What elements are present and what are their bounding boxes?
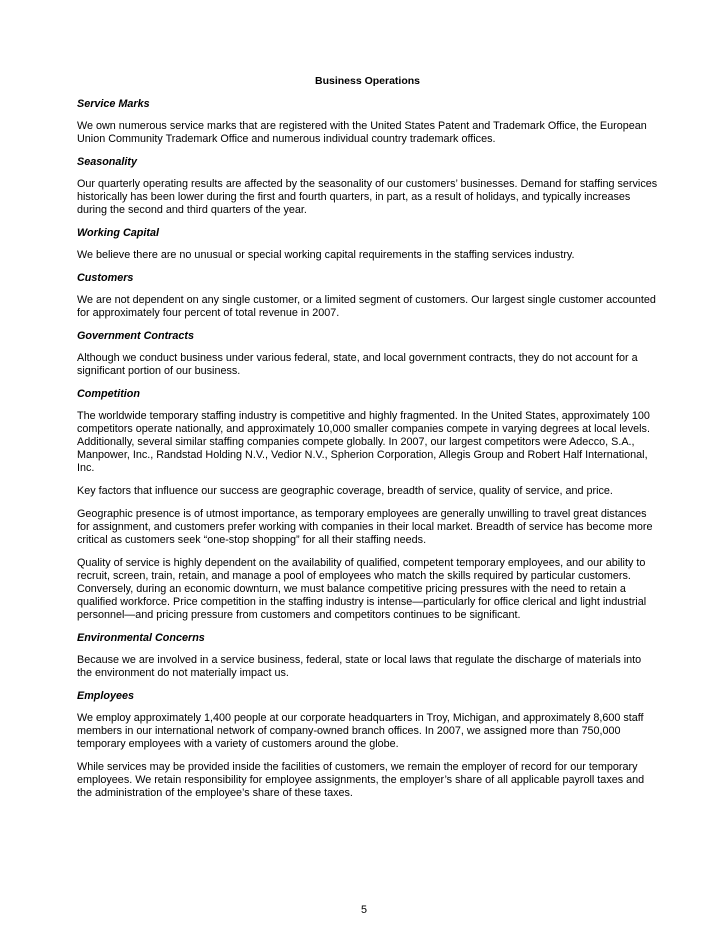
paragraph: We believe there are no unusual or special working capital requirements in the staffing services industry. xyxy=(77,249,575,261)
section-heading: Competition xyxy=(77,388,140,400)
section-heading: Environmental Concerns xyxy=(77,632,205,644)
section-customers xyxy=(77,272,658,320)
document-title: Business Operations xyxy=(314,75,421,87)
paragraph: The worldwide temporary staffing industry is competitive and highly fragmented. In the United States, approximately 100 competitors operate nationally, and approximately 10,000 smaller companies compete in varying degrees at local levels. Additionally, several similar staffing companies compete globally. In 2007, our largest competitors were Adecco, S.A., Manpower, Inc., Randstad Holding N.V., Vedior N.V., Spherion Corporation, Allegis Group and Robert Half International, Inc. xyxy=(77,410,650,474)
section-heading: Working Capital xyxy=(77,227,159,239)
section-service-marks xyxy=(77,98,658,146)
page-number: 5 xyxy=(360,904,367,916)
section-heading: Service Marks xyxy=(77,98,150,110)
paragraph: Geographic presence is of utmost importance, as temporary employees are generally unwilling to travel great distances for assignment, and customers prefer working with companies in their local market. Breadth of service has become more critical as customers seek “one-stop shopping” for all their staffing needs. xyxy=(77,508,653,546)
section-seasonality xyxy=(77,156,658,217)
paragraph: While services may be provided inside the facilities of customers, we remain the employer of record for our temporary employees. We retain responsibility for employee assignments, the employer’s share of all applicable payroll taxes and the administration of the employee’s share of these taxes. xyxy=(77,761,645,799)
section-environmental-concerns xyxy=(77,632,658,680)
paragraph: We are not dependent on any single customer, or a limited segment of customers. Our largest single customer accounted for approximately four percent of total revenue in 2007. xyxy=(77,294,656,319)
paragraph: We employ approximately 1,400 people at our corporate headquarters in Troy, Michigan, and approximately 8,600 staff members in our international network of company-owned branch offices. In 2007, we assigned more than 750,000 temporary employees with a variety of customers around the globe. xyxy=(77,712,644,750)
section-heading: Government Contracts xyxy=(77,330,194,342)
paragraph: Because we are involved in a service business, federal, state or local laws that regulate the discharge of materials into the environment do not materially impact us. xyxy=(77,654,642,679)
paragraph: Quality of service is highly dependent on the availability of qualified, competent temporary employees, and our ability to recruit, screen, train, retain, and manage a pool of employees who match the skills required by particular customers. Conversely, during an economic downturn, we must balance competitive pricing pressures with the need to retain a qualified workforce. Price competition in the staffing industry is intense—particularly for office clerical and light industrial personnel—and pricing pressure from customers and competitors continues to be significant. xyxy=(77,557,647,621)
paragraph: Key factors that influence our success are geographic coverage, breadth of service, quality of service, and price. xyxy=(77,485,613,497)
paragraph: Our quarterly operating results are affected by the seasonality of our customers’ businesses. Demand for staffing services historically has been lower during the first and fourth quarters, in part, as a result of holidays, and typically increases during the second and third quarters of the year. xyxy=(77,178,658,216)
section-heading: Seasonality xyxy=(77,156,138,168)
section-heading: Employees xyxy=(77,690,135,702)
section-employees xyxy=(77,690,658,800)
section-working-capital xyxy=(77,227,658,262)
section-government-contracts xyxy=(77,330,658,378)
paragraph: We own numerous service marks that are registered with the United States Patent and Trademark Office, the European Union Community Trademark Office and numerous individual country trademark offices. xyxy=(77,120,647,145)
paragraph: Although we conduct business under various federal, state, and local government contracts, they do not account for a significant portion of our business. xyxy=(77,352,638,377)
section-competition xyxy=(77,388,658,622)
section-heading: Customers xyxy=(77,272,134,284)
